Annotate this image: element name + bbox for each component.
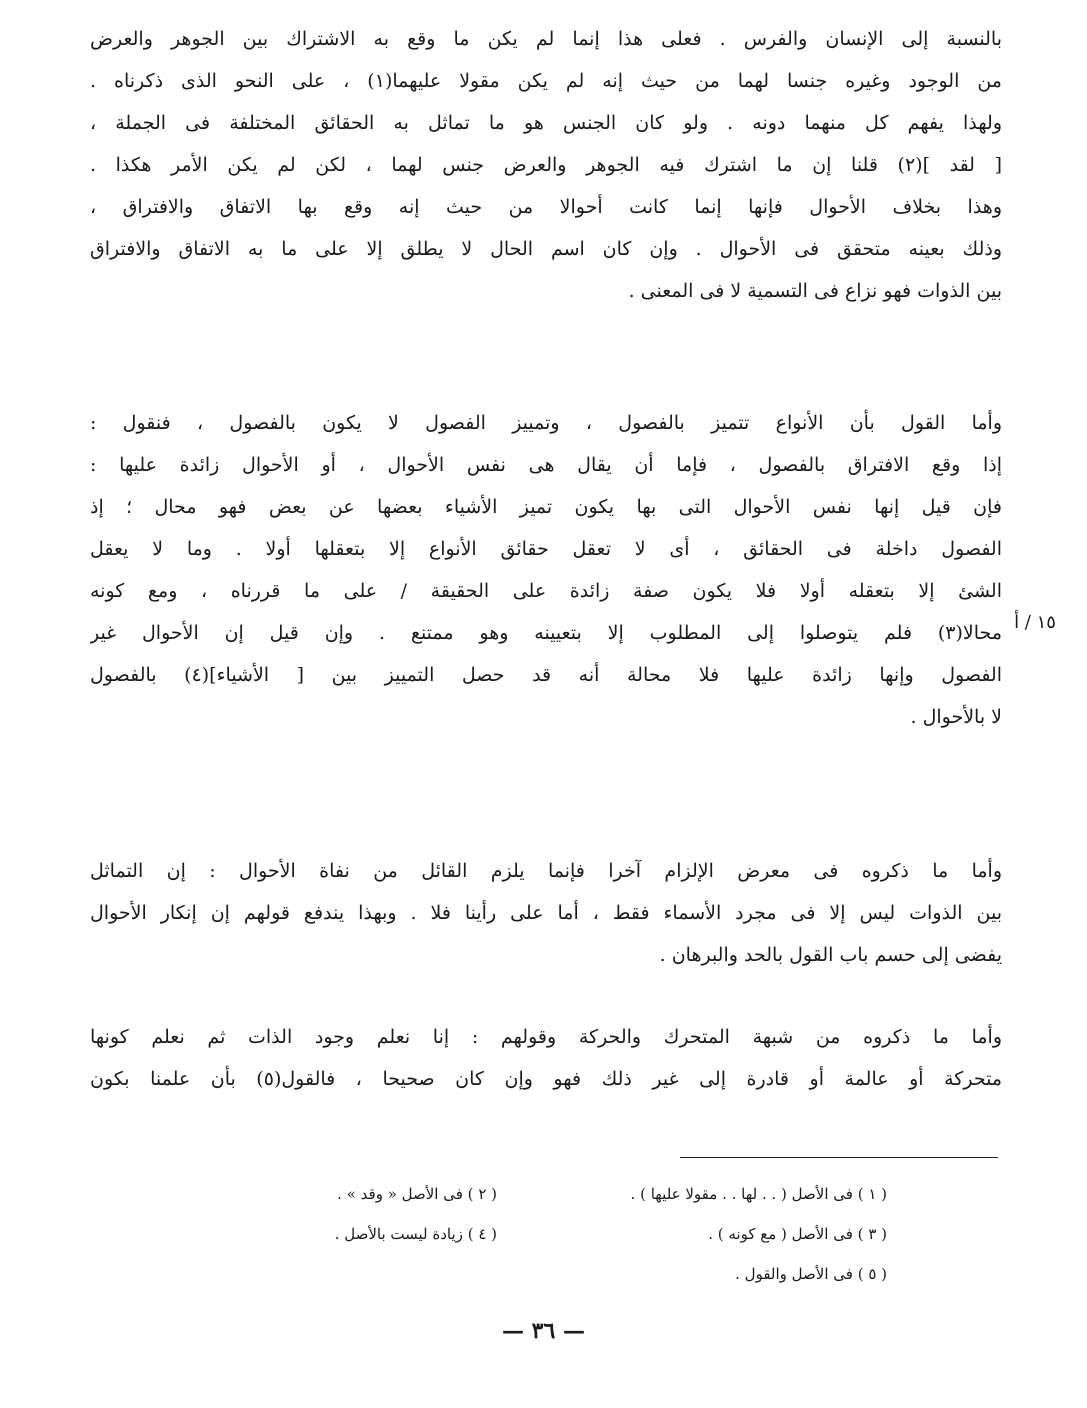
paragraph-4	[90, 1016, 1002, 1100]
text-line: وذلك بعينه متحقق فى الأحوال . وإن كان اسم الحال لا يطلق إلا على ما به الاتفاق والافتراق	[90, 238, 1002, 260]
text-line: محالا(٣) فلم يتوصلوا إلى المطلوب إلا بتعيينه وهو ممتنع . وإن قيل إن الأحوال غير	[90, 622, 1002, 644]
text-line: وأما القول بأن الأنواع تتميز بالفصول ، وتمييز الفصول لا يكون بالفصول ، فنقول :	[90, 412, 1002, 434]
text-line: متحركة أو عالمة أو قادرة إلى غير ذلك فهو وإن كان صحيحا ، فالقول(٥) بأن علمنا بكون	[90, 1068, 1002, 1090]
paragraph-2	[90, 402, 1002, 738]
text-line: الفصول داخلة فى الحقائق ، أى لا تعقل حقائق الأنواع إلا بتعقلها أولا . وما لا يعقل	[90, 538, 1002, 560]
text-line: وأما ما ذكروه من شبهة المتحرك والحركة وقولهم : إنا نعلم وجود الذات ثم نعلم كونها	[90, 1026, 1002, 1048]
footnote-2: ( ٢ ) فى الأصل « وقد » .	[337, 1185, 497, 1203]
text-line: لا بالأحوال .	[910, 706, 1002, 728]
footnote-1: ( ١ ) فى الأصل ( . . لها . . مقولا عليها ) .	[630, 1185, 887, 1203]
text-line: الشئ إلا بتعقله أولا فلا يكون صفة زائدة على الحقيقة / على ما قررناه ، ومع كونه	[90, 580, 1002, 602]
paragraph-1	[90, 18, 1002, 312]
footnote-3: ( ٣ ) فى الأصل ( مع كونه ) .	[708, 1225, 887, 1243]
text-line: إذا وقع الافتراق بالفصول ، فإما أن يقال هى نفس الأحوال ، أو الأحوال زائدة عليها :	[90, 454, 1002, 476]
text-line: الفصول وإنها زائدة عليها فلا محالة أنه قد حصل التمييز بين [ الأشياء](٤) بالفصول	[90, 664, 1002, 686]
footnote-5: ( ٥ ) فى الأصل والقول .	[735, 1265, 887, 1283]
text-line: بين الذوات ليس إلا فى مجرد الأسماء فقط ، أما على رأينا فلا . وبهذا يندفع قولهم إن إنكار الأحوال	[90, 902, 1002, 924]
text-line: بين الذوات فهو نزاع فى التسمية لا فى المعنى .	[628, 280, 1002, 302]
text-line: ولهذا يفهم كل منهما دونه . ولو كان الجنس هو ما تماثل به الحقائق المختلفة فى الجملة ،	[90, 112, 1002, 134]
page-number: — ٣٦ —	[502, 1318, 585, 1344]
text-line: [ لقد ](٢) قلنا إن ما اشترك فيه الجوهر والعرض جنس لهما ، لكن لم يكن الأمر هكذا .	[90, 154, 1002, 176]
text-line: يفضى إلى حسم باب القول بالحد والبرهان .	[659, 944, 1002, 966]
folio-margin-reference: ١٥ / أ	[1014, 612, 1056, 633]
text-line: فإن قيل إنها نفس الأحوال التى بها يكون تميز الأشياء بعضها عن بعض فهو محال ؛ إذ	[90, 496, 1002, 518]
text-line: من الوجود وغيره جنسا لهما من حيث إنه لم يكن مقولا عليهما(١) ، على النحو الذى ذكرناه .	[90, 70, 1002, 92]
footnote-divider	[680, 1157, 998, 1158]
text-line: وأما ما ذكروه فى معرض الإلزام آخرا فإنما يلزم القائل من نفاة الأحوال : إن التماثل	[90, 860, 1002, 882]
text-line: وهذا بخلاف الأحوال فإنها إنما كانت أحوالا من حيث إنه وقع بها الاتفاق والافتراق ،	[90, 196, 1002, 218]
text-line: بالنسبة إلى الإنسان والفرس . فعلى هذا إنما لم يكن ما وقع به الاشتراك بين الجوهر والعرض	[90, 28, 1002, 50]
paragraph-3	[90, 850, 1002, 976]
footnote-4: ( ٤ ) زيادة ليست بالأصل .	[334, 1225, 497, 1243]
